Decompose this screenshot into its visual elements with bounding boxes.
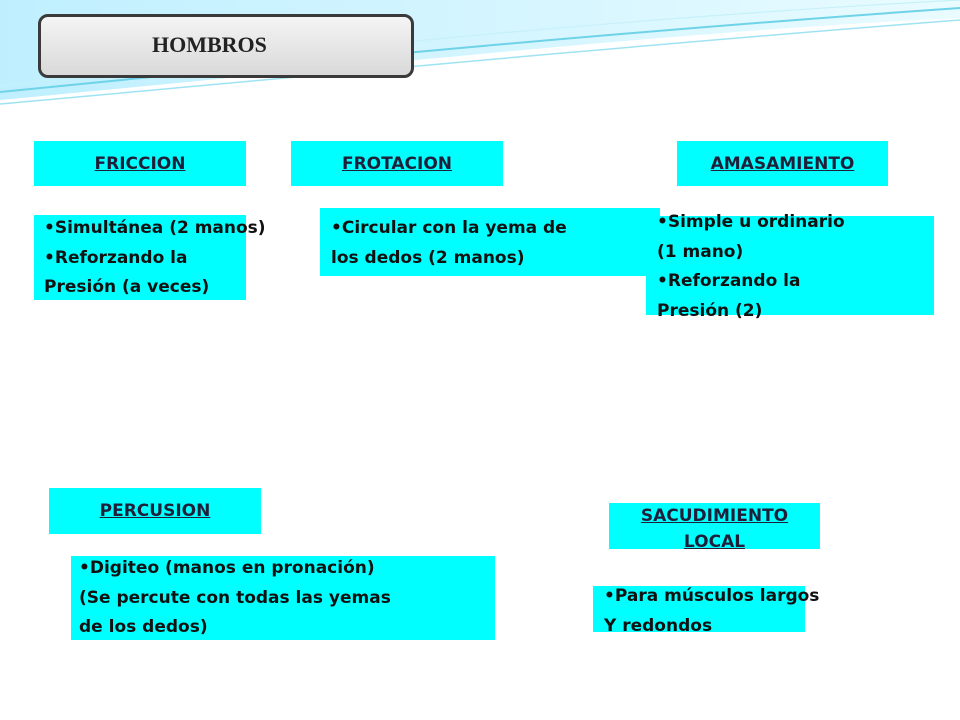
sacudimiento-line-2: Y redondos (604, 615, 713, 636)
sacudimiento-content (604, 582, 819, 641)
frotacion-heading (291, 141, 503, 186)
page-title: HOMBROS (152, 32, 267, 57)
friccion-content (44, 214, 266, 303)
friccion-line-1: •Simultánea (2 manos) (44, 218, 266, 238)
frotacion-heading-label: FROTACION (341, 153, 453, 174)
friccion-line-3: Presión (a veces) (44, 277, 210, 297)
percusion-line-1: •Digiteo (manos en pronación) (79, 558, 375, 578)
amasamiento-heading (677, 141, 888, 186)
amasamiento-line-2: (1 mano) (657, 241, 744, 262)
percusion-heading (49, 488, 261, 534)
friccion-line-2: •Reforzando la (44, 247, 188, 268)
frotacion-line-2: los dedos (2 manos) (331, 247, 525, 268)
frotacion-content (331, 214, 567, 273)
amasamiento-heading-label: AMASAMIENTO (710, 153, 855, 174)
sacudimiento-heading (609, 503, 820, 552)
amasamiento-line-4: Presión (2) (657, 300, 763, 321)
sacudimiento-heading-line-1: SACUDIMIENTO (640, 506, 789, 526)
amasamiento-line-3: •Reforzando la (657, 271, 801, 291)
sacudimiento-heading-line-2: LOCAL (683, 532, 746, 552)
friccion-heading (34, 141, 246, 186)
sacudimiento-line-1: •Para músculos largos (604, 586, 820, 606)
percusion-heading-label: PERCUSION (99, 501, 211, 521)
friccion-heading-label: FRICCION (94, 153, 186, 174)
amasamiento-content (657, 208, 845, 326)
amasamiento-line-1: •Simple u ordinario (657, 212, 845, 232)
percusion-line-3: de los dedos) (79, 617, 208, 637)
percusion-content (79, 554, 391, 643)
frotacion-line-1: •Circular con la yema de (331, 218, 567, 238)
percusion-line-2: (Se percute con todas las yemas (79, 587, 391, 608)
